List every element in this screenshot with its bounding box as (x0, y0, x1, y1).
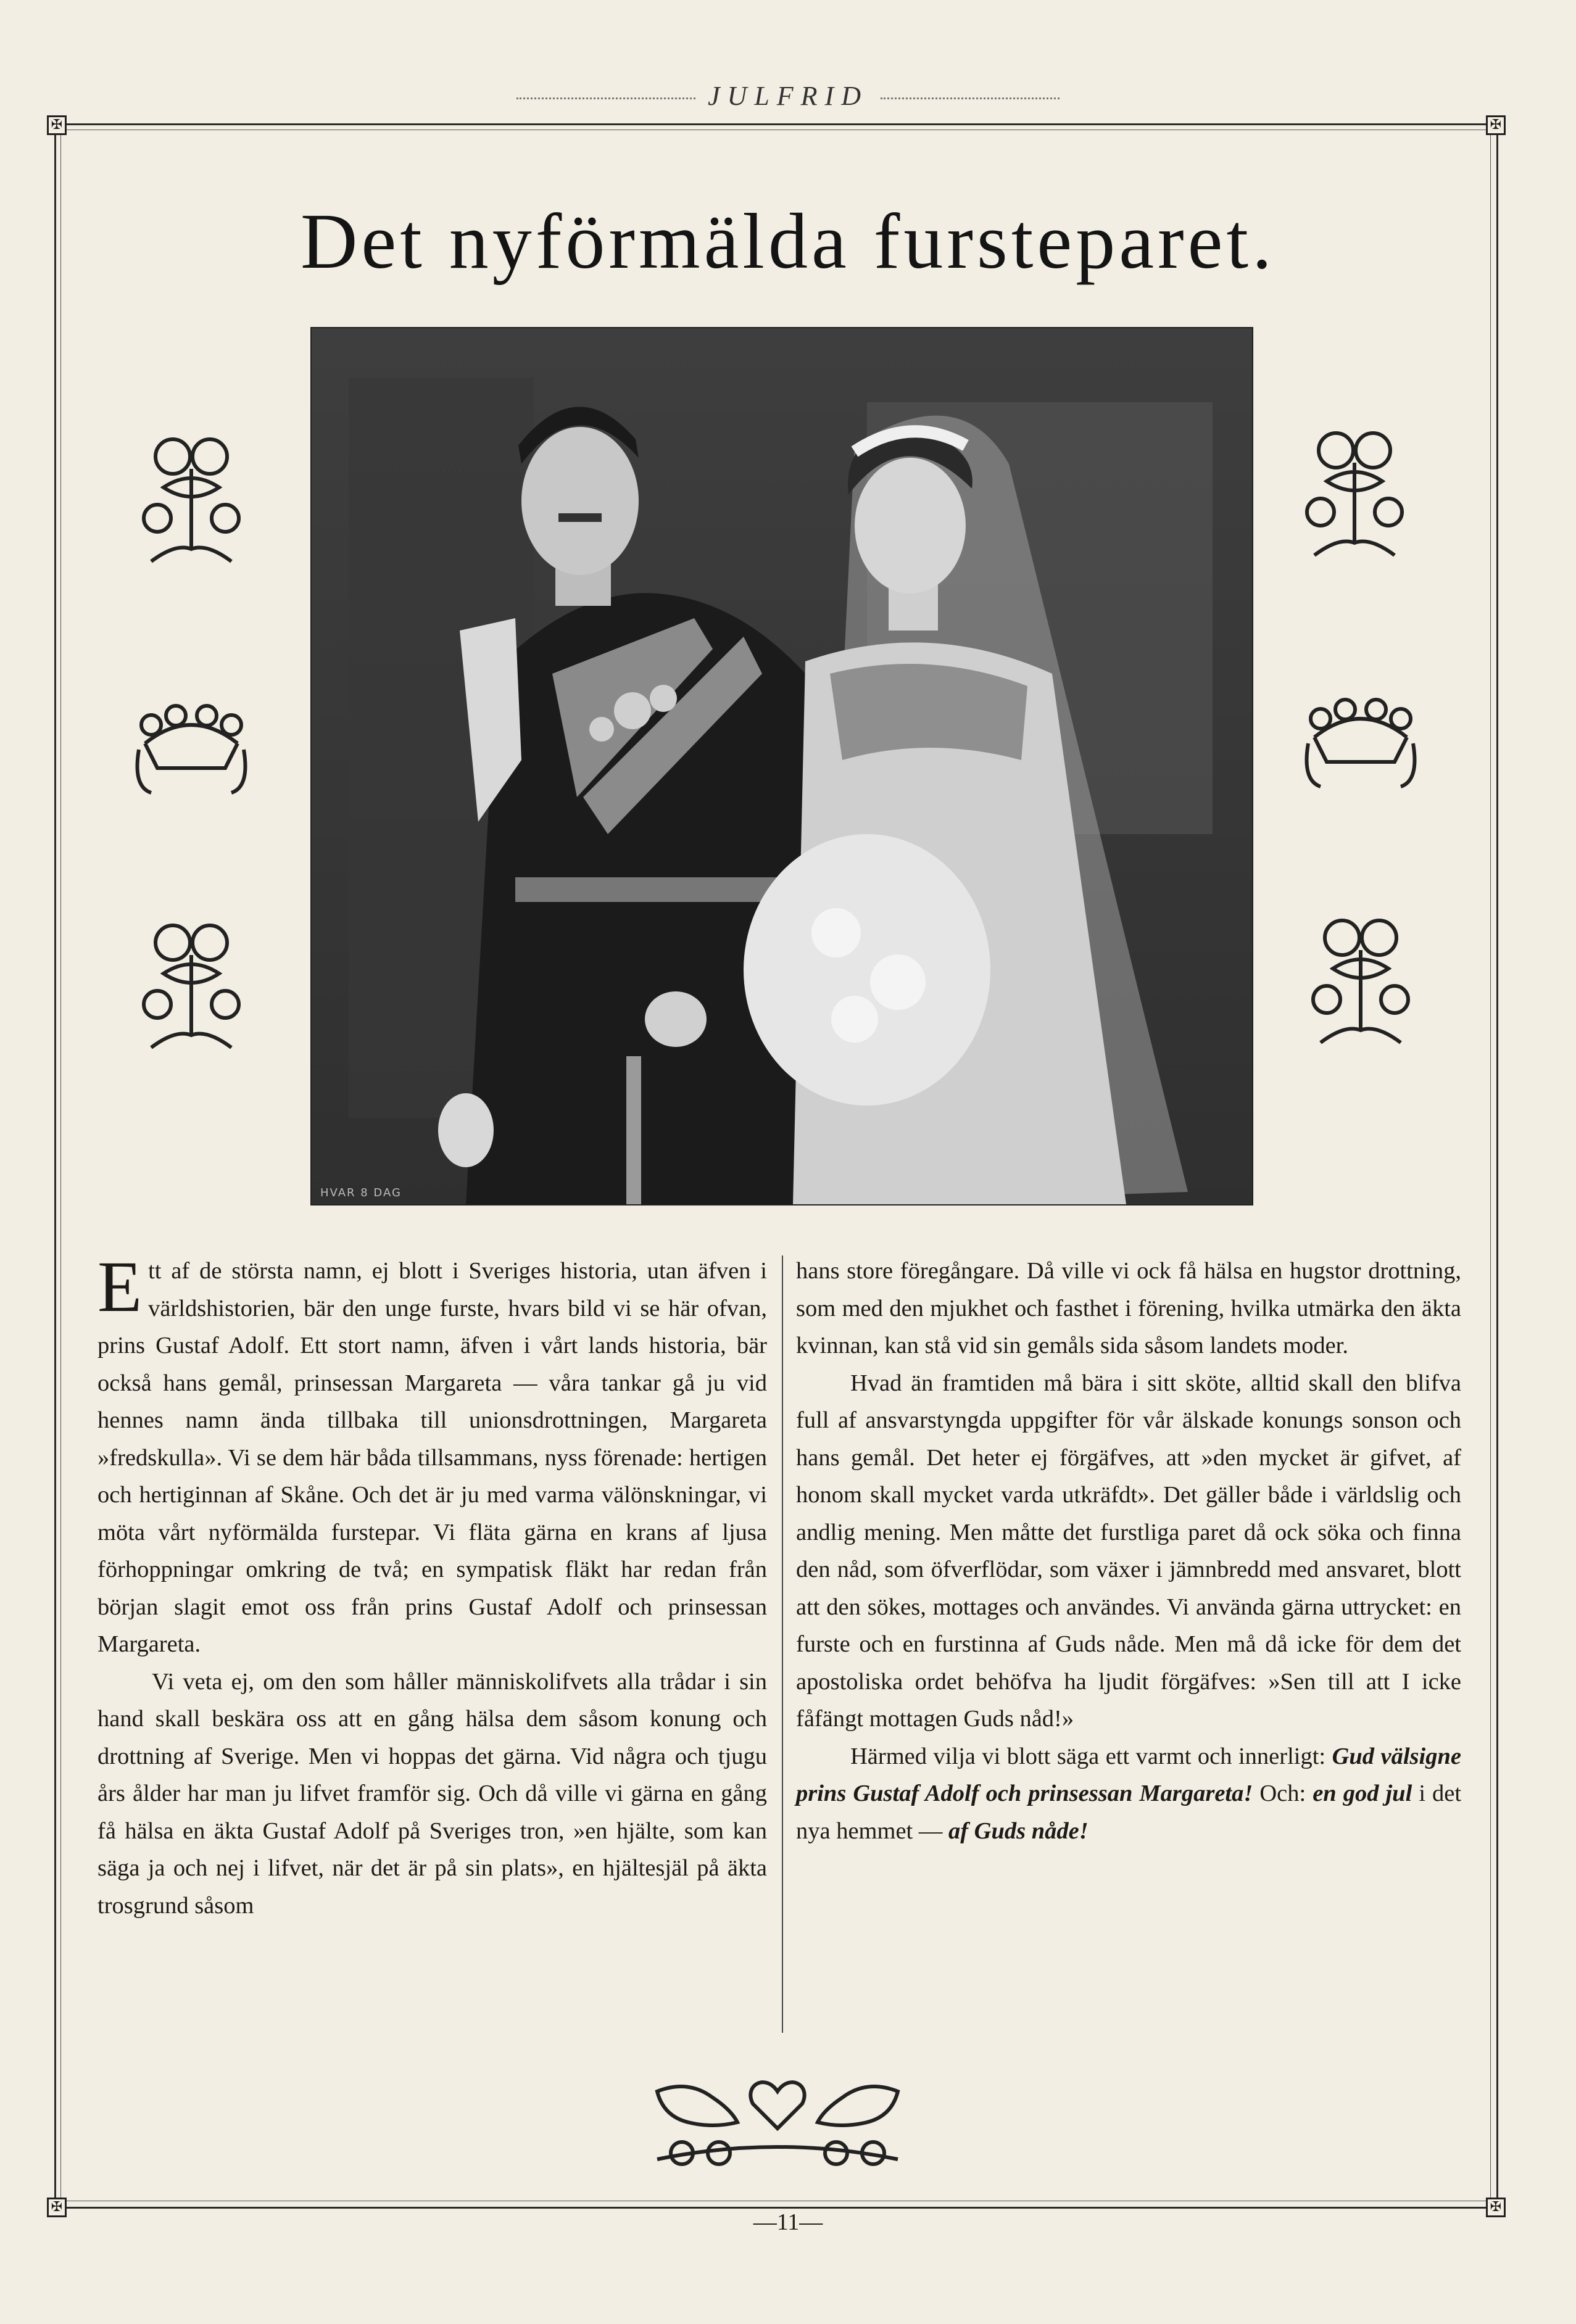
blessing-text: Gud välsigne prins Gustaf Adolf och prinsessan Margareta! (796, 1743, 1461, 1806)
drop-cap: E (97, 1246, 143, 1327)
doves-heart-ornament-icon (645, 2067, 910, 2172)
corner-ornament-icon: ✠ (47, 115, 67, 135)
column-divider (782, 1255, 783, 2033)
header-rule-right (881, 97, 1060, 99)
crown-ornament-icon (1296, 688, 1425, 793)
article-title: Det nyförmälda fursteparet. (300, 197, 1276, 285)
monogram-ornament-icon (1308, 913, 1413, 1055)
article-paragraph (97, 1246, 767, 1663)
article-paragraph (796, 1738, 1461, 1850)
paragraph-text: tt af de största namn, ej blott i Sveriges historia, utan äfven i världshistorien, bär den unge furste, hvars bild vi se här ofvan, prins Gustaf Adolf. Ett stort namn, äfven i vårt lands historia, bär också hans gemål, prinsessan Margareta — våra tankar gå ju vid hennes namn ända tillbaka till unionsdrottningen, Margareta »fredskulla». Vi se dem här båda tillsammans, nyss förenade: hertigen och hertiginnan af Skåne. Och det är ju med varma välönskningar, vi möta vårt nyförmälda furstepar. Vi fläta gärna en krans af ljusa förhoppningar omkring de två; en sympatisk fläkt har redan från början slagit emot oss från prins Gustaf Adolf och prinsessan Margareta. (97, 1258, 767, 1657)
closing-text: Och: (1259, 1780, 1306, 1806)
header-rule-left (516, 97, 695, 99)
corner-ornament-icon: ✠ (47, 2198, 67, 2217)
header-text: JULFRID (708, 81, 868, 111)
article-paragraph: hans store föregångare. Då ville vi ock få hälsa en hugstor drottning, som med den mjukhet och fasthet i förening, hvilka utmärka den äkta kvinnan, kan stå vid sin gemåls sida såsom landets moder. (796, 1258, 1461, 1358)
article-paragraph: Vi veta ej, om den som håller människolifvets alla trådar i sin hand skall beskära oss att en gång hälsa dem såsom konung och drottning af Sverige. Men vi hoppas det gärna. Vid några och tjugu års ålder har man ju lifvet framför sig. Och då ville vi gärna en gång få hälsa en äkta Gustaf Adolf på Sveriges tron, »en hjälte, som kan säga ja och nej i lifvet, när det är på sin plats», en hjältesjäl på äkta trosgrund såsom (97, 1668, 767, 1919)
closing-emphasis: af Guds nåde! (948, 1817, 1089, 1844)
article-column-right (796, 1252, 1461, 1850)
page-number: —11— (753, 2209, 823, 2235)
corner-ornament-icon: ✠ (1486, 2198, 1506, 2217)
closing-text: Härmed vilja vi blott säga ett varmt och innerligt: (850, 1743, 1326, 1769)
article-paragraph: Hvad än framtiden må bära i sitt sköte, alltid skall den blifva full af ansvarstyngda uppgifter för vår älskade konungs sonson och hans gemål. Det heter ej förgäfves, att »den mycket är gifvet, af honom skall mycket varda utkräfdt». Det gäller både i världslig och andlig mening. Men måtte det furstliga paret då ock söka och finna den nåd, som öfverflödar, som växer i jämnbredd med ansvaret, blott att den sökes, mottages och användes. Vi använda gärna uttrycket: en furste och en furstinna af Guds nåde. Men må då icke för dem det apostoliska ordet behöfva ha ljudit förgäfves: »Sen till att I icke fåfängt mottagen Guds nåd!» (796, 1370, 1461, 1732)
monogram-ornament-icon (139, 432, 244, 574)
closing-text: i det nya hemmet — (796, 1780, 1462, 1844)
photo-credit: HVAR 8 DAG (320, 1186, 402, 1199)
running-header (0, 80, 1576, 112)
article-column-left (97, 1246, 767, 1924)
wedding-photograph (310, 327, 1253, 1205)
crown-ornament-icon (126, 694, 256, 799)
monogram-ornament-icon (139, 918, 244, 1060)
wedding-photo-illustration (312, 328, 1252, 1204)
closing-emphasis: en god jul (1313, 1780, 1412, 1806)
monogram-ornament-icon (1302, 426, 1407, 568)
corner-ornament-icon: ✠ (1486, 115, 1506, 135)
